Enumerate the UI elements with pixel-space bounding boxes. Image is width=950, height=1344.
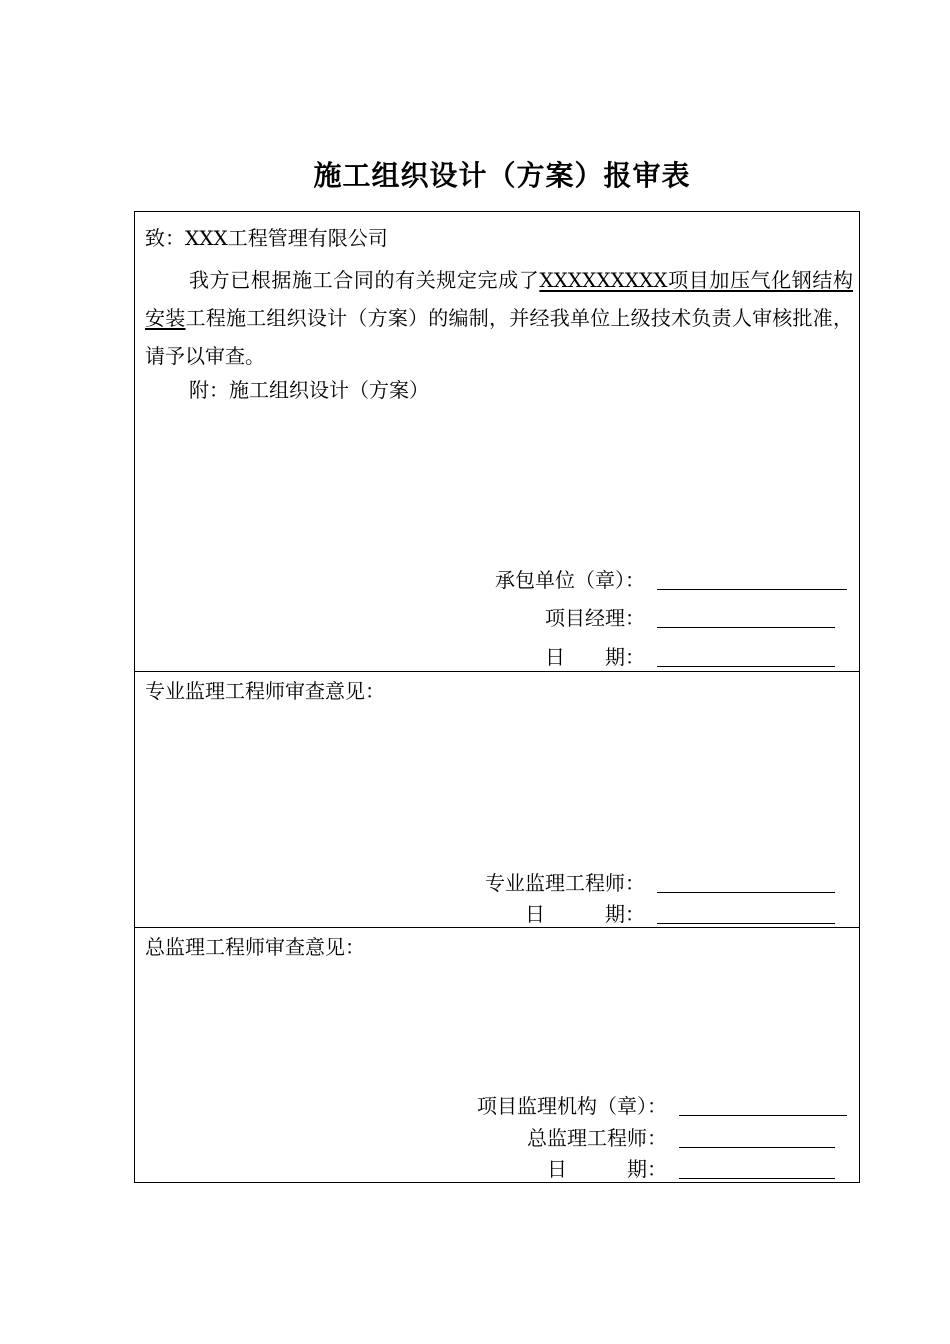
specialist-engineer-label: 专业监理工程师： (485, 871, 645, 895)
supervision-org-line[interactable] (679, 1115, 847, 1116)
chief-date-line[interactable] (679, 1178, 835, 1179)
contractor-date-label: 日 期： (545, 645, 645, 669)
contractor-date-line[interactable] (657, 666, 835, 667)
specialist-engineer-line[interactable] (657, 892, 835, 893)
chief-engineer-line[interactable] (679, 1147, 835, 1148)
chief-opinion-heading: 总监理工程师审查意见： (145, 935, 365, 959)
form-title: 施工组织设计（方案）报审表 (313, 159, 691, 192)
specialist-opinion-heading: 专业监理工程师审查意见： (145, 679, 385, 703)
project-manager-line[interactable] (657, 627, 835, 628)
body-suffix: 工程施工组织设计（方案）的编制，并经我单位上级技术负责人审核批准，请予以审查。 (145, 306, 854, 368)
contractor-seal-line[interactable] (657, 589, 847, 590)
body-prefix: 我方已根据施工合同的有关规定完成了 (189, 268, 540, 292)
project-name: XXXXXXXXX项目加压气化钢结构安装 (145, 268, 853, 330)
specialist-date-line[interactable] (657, 923, 835, 924)
chief-date-label: 日 期： (547, 1157, 667, 1181)
chief-engineer-label: 总监理工程师： (527, 1126, 667, 1150)
supervision-org-label: 项目监理机构（章）： (477, 1094, 667, 1118)
section-divider (135, 927, 859, 928)
project-manager-label: 项目经理： (545, 606, 645, 630)
specialist-date-label: 日 期： (525, 902, 645, 926)
review-form-table (134, 211, 860, 1183)
submission-paragraph (145, 261, 853, 375)
section-divider (135, 671, 859, 672)
addressee: 致：XXX工程管理有限公司 (145, 226, 388, 250)
attachment-note: 附：施工组织设计（方案） (189, 378, 429, 402)
contractor-seal-label: 承包单位（章）： (495, 568, 645, 592)
